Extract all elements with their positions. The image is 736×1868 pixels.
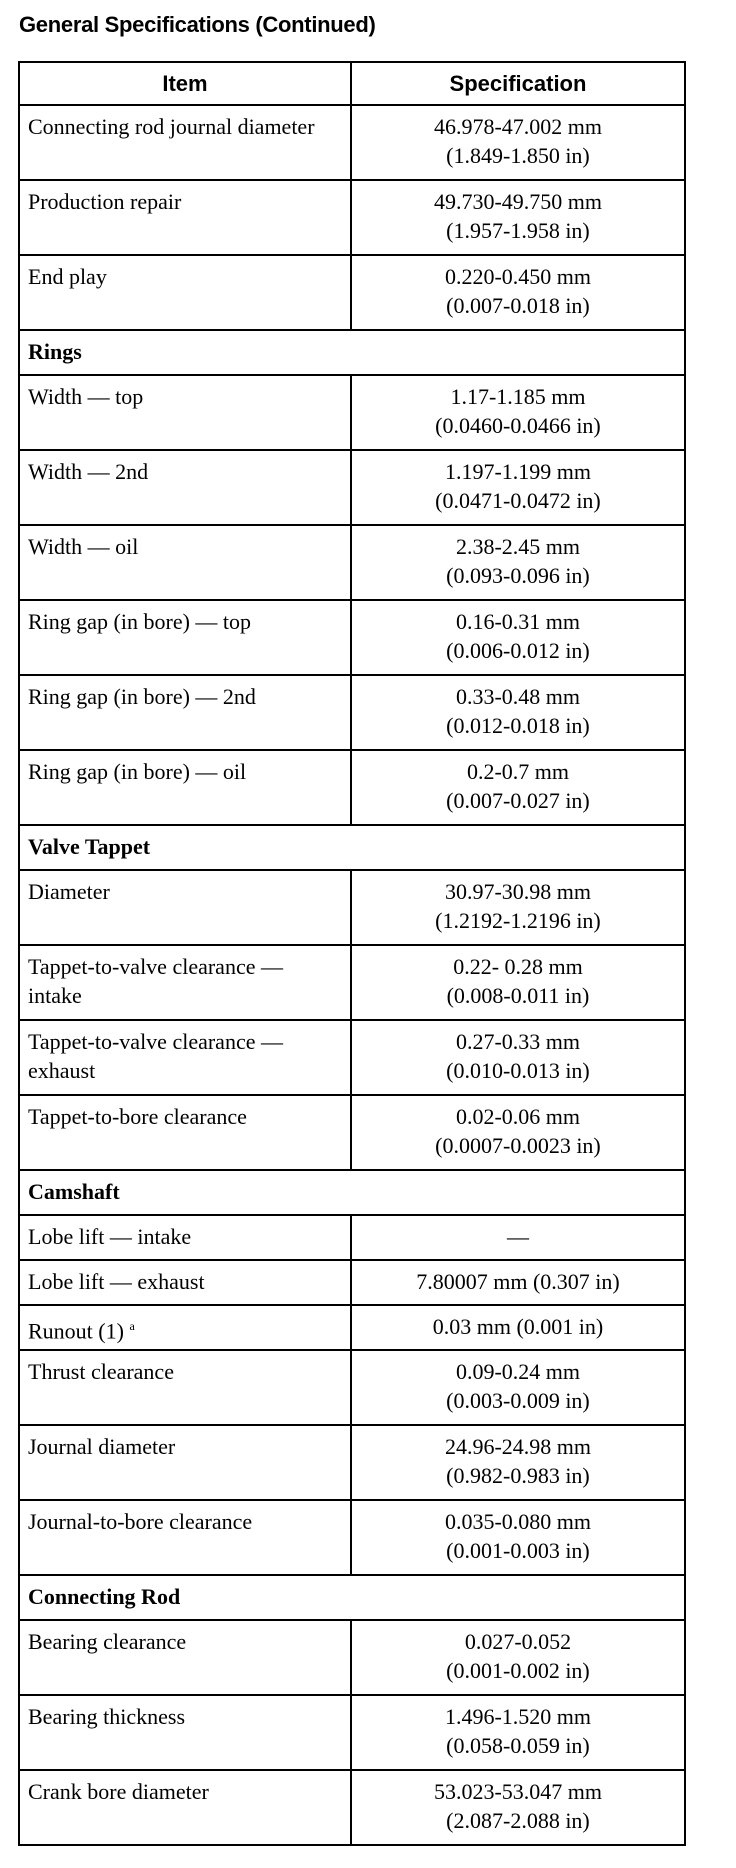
- item-cell: [19, 600, 351, 675]
- spec-cell: [351, 1020, 685, 1095]
- spec-cell: [351, 1095, 685, 1170]
- section-row: [19, 1170, 685, 1215]
- item-cell: [19, 1095, 351, 1170]
- item-cell: [19, 375, 351, 450]
- table-row: [19, 1500, 685, 1575]
- item-label: Journal diameter: [28, 1434, 176, 1459]
- item-label: Runout (1): [28, 1318, 124, 1344]
- item-label: Tappet-to-bore clearance: [28, 1104, 247, 1129]
- spec-cell: [351, 1425, 685, 1500]
- spec-metric: 7.80007 mm (0.307 in): [416, 1269, 620, 1294]
- spec-imperial: (2.087-2.088 in): [446, 1808, 590, 1833]
- spec-metric: 24.96-24.98 mm: [444, 1434, 591, 1459]
- spec-metric: 0.02-0.06 mm: [455, 1104, 580, 1129]
- table-row: [19, 675, 685, 750]
- spec-cell: [351, 1260, 685, 1305]
- table-row: [19, 1350, 685, 1425]
- item-cell: [19, 1350, 351, 1425]
- spec-cell: [351, 600, 685, 675]
- item-cell: [19, 870, 351, 945]
- spec-imperial: (1.849-1.850 in): [446, 143, 590, 168]
- spec-cell: [351, 675, 685, 750]
- table-row: [19, 870, 685, 945]
- spec-metric: 1.17-1.185 mm: [450, 384, 586, 409]
- spec-metric: 0.027-0.052: [464, 1629, 572, 1654]
- item-cell: [19, 1770, 351, 1845]
- section-row: [19, 330, 685, 375]
- table-row: [19, 1695, 685, 1770]
- table-row: [19, 105, 685, 180]
- spec-metric: —: [506, 1224, 529, 1249]
- spec-cell: [351, 1305, 685, 1350]
- spec-cell: [351, 255, 685, 330]
- spec-cell: [351, 1215, 685, 1260]
- spec-imperial: (1.2192-1.2196 in): [435, 908, 601, 933]
- spec-cell: [351, 870, 685, 945]
- spec-imperial: (0.008-0.011 in): [446, 983, 590, 1008]
- spec-cell: [351, 1500, 685, 1575]
- item-cell: [19, 675, 351, 750]
- spec-metric: 30.97-30.98 mm: [444, 879, 591, 904]
- spec-imperial: (0.010-0.013 in): [446, 1058, 590, 1083]
- spec-metric: 0.33-0.48 mm: [455, 684, 580, 709]
- spec-cell: [351, 1350, 685, 1425]
- item-cell: [19, 1620, 351, 1695]
- spec-imperial: (0.093-0.096 in): [446, 563, 590, 588]
- spec-cell: [351, 180, 685, 255]
- item-cell: [19, 1020, 351, 1095]
- spec-metric: 0.16-0.31 mm: [455, 609, 580, 634]
- spec-metric: 46.978-47.002 mm: [433, 114, 602, 139]
- item-label: Ring gap (in bore) — 2nd: [28, 684, 256, 709]
- section-heading: Valve Tappet: [19, 825, 685, 870]
- table-row: [19, 1425, 685, 1500]
- item-label: Journal-to-bore clearance: [28, 1509, 253, 1534]
- item-cell: [19, 1260, 351, 1305]
- spec-imperial: (0.012-0.018 in): [446, 713, 590, 738]
- spec-cell: [351, 945, 685, 1020]
- spec-cell: [351, 105, 685, 180]
- item-cell: [19, 180, 351, 255]
- section-heading: Camshaft: [19, 1170, 685, 1215]
- table-row: [19, 945, 685, 1020]
- column-header-item: Item: [19, 62, 351, 105]
- spec-metric: 0.220-0.450 mm: [444, 264, 591, 289]
- spec-metric: 1.496-1.520 mm: [444, 1704, 591, 1729]
- section-row: [19, 1575, 685, 1620]
- spec-metric: 2.38-2.45 mm: [455, 534, 580, 559]
- item-cell: [19, 1500, 351, 1575]
- table-row: [19, 450, 685, 525]
- item-cell: [19, 1215, 351, 1260]
- page-title: General Specifications (Continued): [19, 12, 376, 37]
- item-label: Width — top: [28, 384, 144, 409]
- spec-metric: 49.730-49.750 mm: [433, 189, 602, 214]
- item-label: Lobe lift — intake: [28, 1224, 192, 1249]
- spec-metric: 0.2-0.7 mm: [466, 759, 569, 784]
- spec-metric: 1.197-1.199 mm: [444, 459, 591, 484]
- table-header-row: [19, 62, 685, 105]
- spec-cell: [351, 450, 685, 525]
- spec-imperial: (0.0460-0.0466 in): [435, 413, 601, 438]
- spec-metric: 0.27-0.33 mm: [455, 1029, 580, 1054]
- item-label: Bearing thickness: [28, 1704, 186, 1729]
- spec-metric: 53.023-53.047 mm: [433, 1779, 602, 1804]
- spec-cell: [351, 375, 685, 450]
- spec-metric: 0.22- 0.28 mm: [453, 954, 583, 979]
- item-label: Bearing clearance: [28, 1629, 187, 1654]
- section-row: [19, 825, 685, 870]
- section-heading: Connecting Rod: [19, 1575, 685, 1620]
- table-row: [19, 375, 685, 450]
- table-row: [19, 255, 685, 330]
- item-cell: [19, 945, 351, 1020]
- item-label: Production repair: [28, 189, 182, 214]
- table-row: [19, 1095, 685, 1170]
- spec-imperial: (0.982-0.983 in): [446, 1463, 590, 1488]
- item-label: Thrust clearance: [28, 1359, 174, 1384]
- footnote-marker: a: [129, 1319, 135, 1333]
- table-row: [19, 750, 685, 825]
- spec-imperial: (0.003-0.009 in): [446, 1388, 590, 1413]
- spec-imperial: (1.957-1.958 in): [446, 218, 590, 243]
- item-label: Lobe lift — exhaust: [28, 1269, 205, 1294]
- item-label: End play: [28, 264, 107, 289]
- spec-imperial: (0.001-0.003 in): [446, 1538, 590, 1563]
- section-heading: Rings: [19, 330, 685, 375]
- spec-imperial: (0.006-0.012 in): [446, 638, 590, 663]
- spec-cell: [351, 525, 685, 600]
- spec-cell: [351, 1695, 685, 1770]
- column-header-specification: Specification: [351, 62, 685, 105]
- spec-metric: 0.09-0.24 mm: [455, 1359, 580, 1384]
- table-row: [19, 1305, 685, 1350]
- item-label: Width — oil: [28, 534, 139, 559]
- table-row: [19, 1215, 685, 1260]
- item-cell: [19, 1305, 351, 1350]
- spec-imperial: (0.007-0.027 in): [446, 788, 590, 813]
- spec-cell: [351, 1770, 685, 1845]
- item-cell: [19, 450, 351, 525]
- table-row: [19, 600, 685, 675]
- item-label: Width — 2nd: [28, 459, 149, 484]
- spec-imperial: (0.058-0.059 in): [446, 1733, 590, 1758]
- table-row: [19, 1770, 685, 1845]
- spec-imperial: (0.007-0.018 in): [446, 293, 590, 318]
- spec-imperial: (0.0007-0.0023 in): [435, 1133, 601, 1158]
- spec-cell: [351, 750, 685, 825]
- item-cell: [19, 1695, 351, 1770]
- specifications-table: [18, 61, 686, 1846]
- item-cell: [19, 255, 351, 330]
- item-cell: [19, 750, 351, 825]
- item-cell: [19, 525, 351, 600]
- spec-imperial: (0.001-0.002 in): [446, 1658, 590, 1683]
- table-row: [19, 180, 685, 255]
- table-row: [19, 1260, 685, 1305]
- table-row: [19, 1620, 685, 1695]
- spec-imperial: (0.0471-0.0472 in): [435, 488, 601, 513]
- item-cell: [19, 105, 351, 180]
- item-label: Tappet-to-valve clearance — intake: [28, 954, 283, 1008]
- spec-metric: 0.03 mm (0.001 in): [432, 1314, 604, 1339]
- item-label: Crank bore diameter: [28, 1779, 209, 1804]
- table-row: [19, 525, 685, 600]
- item-label: Diameter: [28, 879, 110, 904]
- table-row: [19, 1020, 685, 1095]
- spec-metric: 0.035-0.080 mm: [444, 1509, 591, 1534]
- item-label: Ring gap (in bore) — top: [28, 609, 252, 634]
- item-label: Tappet-to-valve clearance — exhaust: [28, 1029, 283, 1083]
- item-label: Connecting rod journal diameter: [28, 114, 315, 139]
- spec-cell: [351, 1620, 685, 1695]
- item-label: Ring gap (in bore) — oil: [28, 759, 247, 784]
- item-cell: [19, 1425, 351, 1500]
